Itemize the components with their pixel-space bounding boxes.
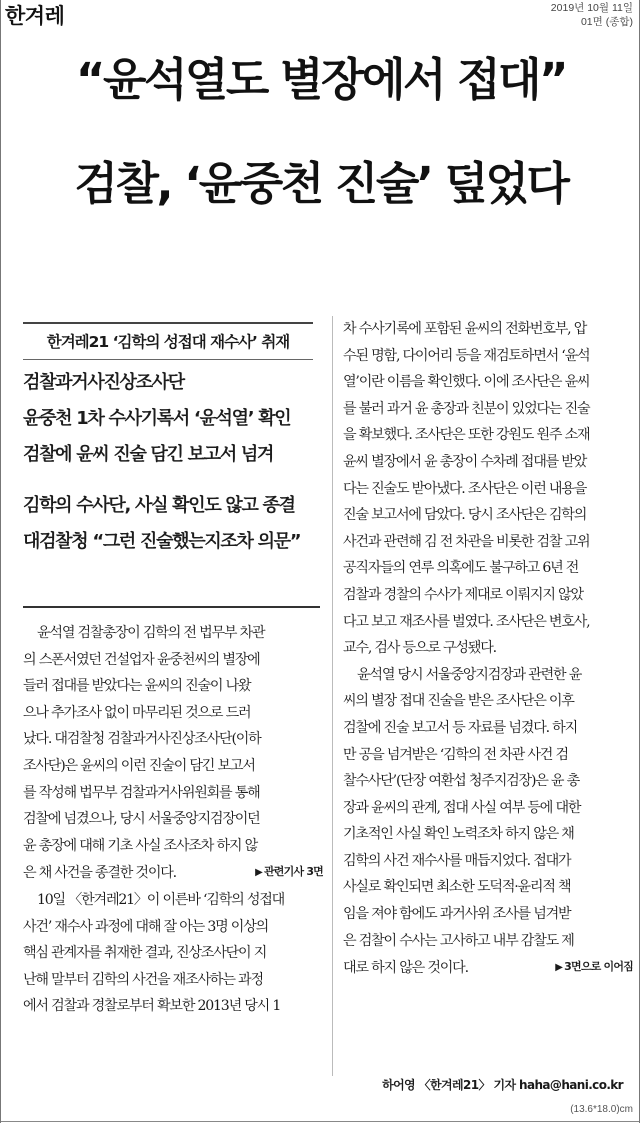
subheading-line: 검찰과거사진상조사단 — [23, 372, 184, 393]
issue-date-text: 2019년 10월 11일 — [550, 2, 633, 14]
triangle-right-icon: ▶ — [255, 867, 262, 879]
body-line: 에서 검찰과 경찰로부터 확보한 2013년 당시 1 — [23, 998, 281, 1015]
subheading-group-2 — [23, 488, 323, 560]
body-line: 임을 져야 함에도 과거사위 조사를 넘겨받 — [343, 906, 571, 923]
body-line: 은 검찰이 수사는 고사하고 내부 감찰도 제 — [343, 932, 574, 949]
article-body-left-column — [23, 620, 323, 1020]
body-line: 으나 추가조사 없이 마무리된 것으로 드러 — [23, 704, 251, 721]
body-line: 김학의 사건 재수사를 매듭지었다. 접대가 — [343, 852, 571, 869]
body-line: 은 채 사건을 종결한 것이다. — [23, 864, 176, 881]
issue-date — [551, 1, 633, 29]
headline-line-2: 검찰, ‘윤중천 진술’ 덮었다 — [74, 157, 568, 210]
body-line: 윤씨 별장에서 윤 총장이 수차례 접대를 받았 — [343, 453, 587, 470]
triangle-right-icon: ▶ — [555, 962, 563, 974]
body-line: 윤석열 당시 서울중앙지검장과 관련한 윤 — [357, 666, 582, 683]
subheading-line: 김학의 수사단, 사실 확인도 않고 종결 — [23, 495, 295, 516]
body-line: 찰수사단’(단장 여환섭 청주지검장)은 윤 총 — [343, 773, 580, 790]
article-size-note: (13.6*18.0)cm — [570, 1104, 633, 1115]
related-article-label: 관련기사 3면 — [263, 865, 323, 879]
body-line: 수된 명함, 다이어리 등을 재검토하면서 ‘윤석 — [343, 347, 590, 364]
body-line: 검찰에 넘겼으나, 당시 서울중앙지검장이던 — [23, 811, 260, 828]
related-article-link[interactable] — [255, 859, 323, 887]
masthead-logo: 한겨레 — [5, 4, 65, 28]
subheading-group-1 — [23, 365, 323, 473]
body-line: 난해 말부터 김학의 사건을 재조사하는 과정 — [23, 971, 263, 988]
subheading-line: 윤중천 1차 수사기록서 ‘윤석열’ 확인 — [23, 408, 291, 429]
bottom-border — [1, 1121, 639, 1122]
continued-article-link[interactable] — [555, 954, 633, 982]
subheading-line: 대검찰청 “그런 진술했는지조차 의문” — [23, 531, 301, 552]
body-line: 의 스폰서였던 건설업자 윤중천씨의 별장에 — [23, 651, 260, 668]
body-line: 을 확보했다. 조사단은 또한 강원도 원주 소재 — [343, 427, 590, 444]
body-line-with-ref — [343, 954, 633, 982]
body-line: 조사단)은 윤씨의 이런 진술이 담긴 보고서 — [23, 757, 255, 774]
body-line: 열’이란 이름을 확인했다. 이에 조사단은 윤씨 — [343, 374, 590, 391]
body-line: 진술 보고서에 담았다. 당시 조사단은 김학의 — [343, 507, 587, 524]
body-line: 사실로 확인되면 최소한 도덕적·윤리적 책 — [343, 879, 571, 896]
body-line-with-ref — [23, 859, 323, 887]
column-divider — [332, 316, 333, 1076]
subheading-divider — [23, 606, 320, 608]
kicker-label: 한겨레21 ‘김학의 성접대 재수사’ 취재 — [23, 322, 313, 360]
body-line: 사건과 관련해 김 전 차관을 비롯한 검찰 고위 — [343, 533, 590, 550]
body-line: 윤 총장에 대해 기초 사실 조사조차 하지 않 — [23, 837, 258, 854]
body-line: 윤석열 검찰총장이 김학의 전 법무부 차관 — [37, 625, 265, 641]
body-line: 장과 윤씨의 관계, 접대 사실 여부 등에 대한 — [343, 799, 581, 816]
body-line: 를 작성해 법무부 검찰과거사위원회를 통해 — [23, 784, 260, 801]
page-label: 01면 (종합) — [580, 16, 633, 28]
body-line: 만 공을 넘겨받은 ‘김학의 전 차관 사건 검 — [343, 746, 568, 763]
body-line: 났다. 대검찰청 검찰과거사진상조사단(이하 — [23, 731, 261, 748]
body-line: 공직자들의 연루 의혹에도 불구하고 6년 전 — [343, 560, 579, 577]
body-line: 검찰에 진술 보고서 등 자료를 넘겼다. 하지 — [343, 719, 578, 736]
subheading-line: 검찰에 윤씨 진술 담긴 보고서 넘겨 — [23, 444, 274, 465]
body-line: 다는 진술도 받아냈다. 조사단은 이런 내용을 — [343, 480, 587, 497]
body-line: 를 불러 과거 윤 총장과 친분이 있었다는 진술 — [343, 400, 590, 417]
headline-line-1: “윤석열도 별장에서 접대” — [75, 53, 567, 106]
body-line: 다고 보고 재조사를 벌였다. 조사단은 변호사, — [343, 613, 590, 630]
article-body-right-column — [343, 316, 633, 982]
body-line: 들러 접대를 받았다는 윤씨의 진술이 나왔 — [23, 678, 251, 695]
body-line: 기초적인 사실 확인 노력조차 하지 않은 채 — [343, 826, 574, 843]
body-line: 핵심 관계자를 취재한 결과, 진상조사단이 지 — [23, 945, 267, 962]
body-line: 검찰과 경찰의 수사가 제대로 이뤄지지 않았 — [343, 586, 583, 603]
body-line: 대로 하지 않은 것이다. — [343, 959, 468, 976]
continued-label: 3면으로 이어짐 — [564, 960, 633, 974]
subheadings — [23, 365, 323, 560]
body-line: 사건’ 재수사 과정에 대해 잘 아는 3명 이상의 — [23, 918, 269, 935]
body-line: 차 수사기록에 포함된 윤씨의 전화번호부, 압 — [343, 321, 587, 337]
body-line: 교수, 검사 등으로 구성됐다. — [343, 640, 496, 657]
byline: 하어영 〈한겨레21〉 기자 haha@hani.co.kr — [382, 1078, 623, 1092]
body-line: 10일 〈한겨레21〉이 이른바 ‘김학의 성접대 — [37, 891, 285, 908]
body-line: 씨의 별장 접대 진술을 받은 조사단은 이후 — [343, 693, 574, 710]
